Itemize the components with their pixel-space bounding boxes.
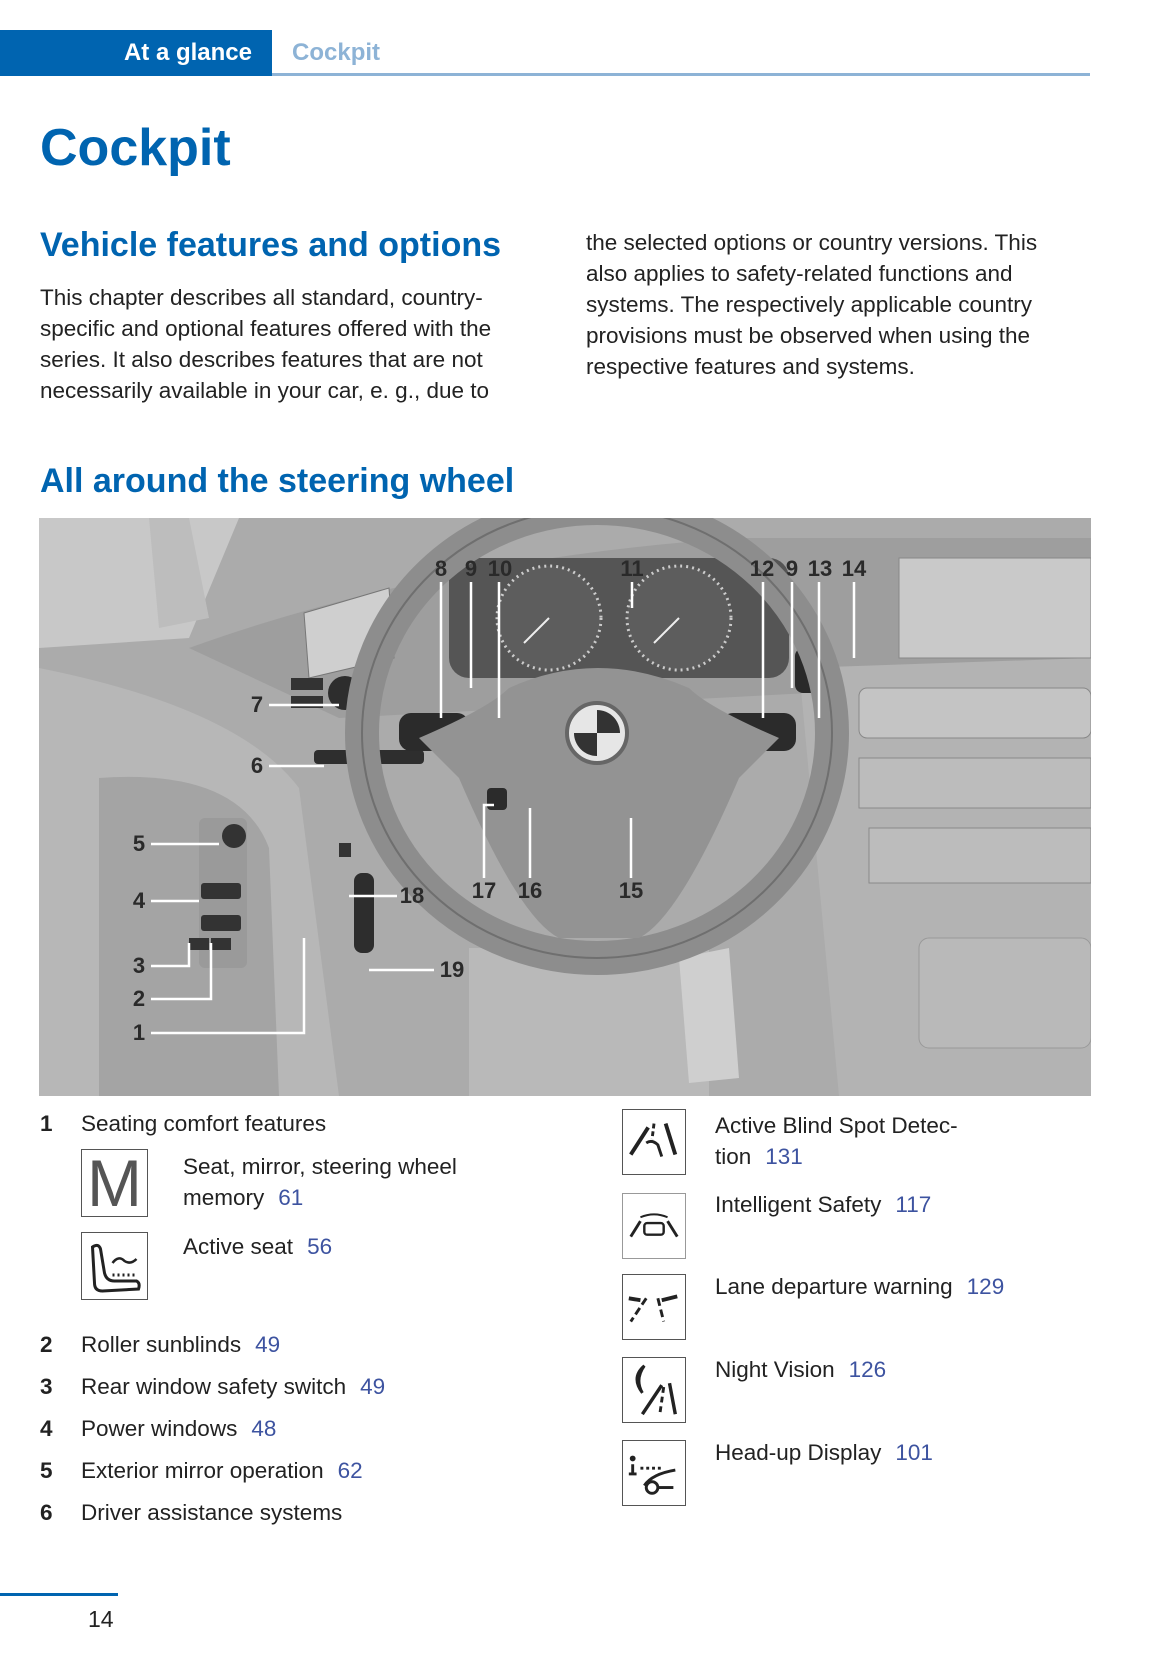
active-seat-icon <box>81 1232 148 1300</box>
vehicle-features-col2 <box>586 227 1106 382</box>
item-label: Roller sunblinds <box>81 1332 242 1357</box>
callout-5: 5 <box>132 831 146 856</box>
page-link[interactable]: 129 <box>966 1274 1005 1299</box>
steering-heading: All around the steering wheel <box>40 462 515 500</box>
item-number: 1 <box>40 1111 53 1136</box>
callout-9: 9 <box>464 556 478 581</box>
intelligent-safety-icon <box>622 1193 686 1259</box>
legend-night-vision <box>715 1357 886 1383</box>
item-label: Active Blind Spot Detec- <box>715 1113 958 1138</box>
chapter-tab[interactable]: Cockpit <box>292 39 381 66</box>
lane-departure-icon <box>622 1274 686 1340</box>
legend-lane-departure <box>715 1274 1004 1300</box>
callout-8: 8 <box>434 556 448 581</box>
callout-4: 4 <box>132 888 146 913</box>
legend-blind-spot <box>715 1110 958 1172</box>
callout-13: 13 <box>807 556 833 581</box>
legend-item <box>40 1493 385 1535</box>
callout-18: 18 <box>399 883 425 908</box>
legend-item <box>40 1451 385 1493</box>
callout-15: 15 <box>618 878 644 903</box>
text-line: respective features and systems. <box>586 354 915 379</box>
page-link[interactable]: 117 <box>895 1192 932 1217</box>
sub-item-label: Seat, mirror, steering wheel <box>183 1154 457 1179</box>
blind-spot-icon <box>622 1109 686 1175</box>
legend-item <box>40 1409 385 1451</box>
legend-item <box>40 1367 385 1409</box>
sub-item-active-seat <box>183 1234 332 1260</box>
cockpit-illustration <box>39 518 1091 1096</box>
sub-item-label: Active seat <box>183 1234 294 1259</box>
cockpit-drawing <box>39 518 1091 1096</box>
item-label: Power windows <box>81 1416 238 1441</box>
page-link[interactable]: 131 <box>765 1144 803 1169</box>
vehicle-features-heading: Vehicle features and options <box>40 226 502 264</box>
callout-9b: 9 <box>785 556 799 581</box>
callout-16: 16 <box>517 878 543 903</box>
item-number: 6 <box>40 1500 53 1525</box>
item-label: Head-up Display <box>715 1440 882 1465</box>
text-line: specific and optional features offered with the <box>40 316 492 341</box>
text-line: also applies to safety-related functions and <box>586 261 1013 286</box>
page-link[interactable]: 101 <box>895 1440 933 1465</box>
footer-rule <box>0 1593 118 1596</box>
page-link[interactable]: 49 <box>255 1332 281 1357</box>
item-label: tion <box>715 1144 752 1169</box>
text-line: series. It also describes features that are not <box>40 347 483 372</box>
page-number: 14 <box>88 1606 114 1632</box>
item-label: Night Vision <box>715 1357 835 1382</box>
page-title: Cockpit <box>40 119 231 177</box>
item-label: Intelligent Safety <box>715 1192 882 1217</box>
header-rule <box>272 73 1090 76</box>
callout-19: 19 <box>439 957 465 982</box>
callout-17: 17 <box>471 878 497 903</box>
item-number: 3 <box>40 1374 53 1399</box>
item-number: 2 <box>40 1332 53 1357</box>
text-line: provisions must be observed when using the <box>586 323 1031 348</box>
memory-m-icon <box>81 1146 148 1220</box>
legend-head-up-display <box>715 1440 933 1466</box>
section-tab[interactable]: At a glance <box>0 30 272 76</box>
text-line: necessarily available in your car, e. g., due to <box>40 378 490 403</box>
callout-3: 3 <box>132 953 146 978</box>
vehicle-features-col1 <box>40 282 560 406</box>
item-label: Seating comfort features <box>81 1111 327 1136</box>
text-line: This chapter describes all standard, country- <box>40 285 483 310</box>
callout-12: 12 <box>749 556 775 581</box>
callout-10: 10 <box>487 556 513 581</box>
callout-1: 1 <box>132 1020 146 1045</box>
page-link[interactable]: 56 <box>307 1234 333 1259</box>
item-label: Lane departure warning <box>715 1274 953 1299</box>
legend-item <box>40 1325 385 1367</box>
item-number: 5 <box>40 1458 53 1483</box>
legend-list <box>40 1325 385 1535</box>
night-vision-icon <box>622 1357 686 1423</box>
item-number: 4 <box>40 1416 53 1441</box>
page-link[interactable]: 61 <box>278 1185 304 1210</box>
sub-item-memory <box>183 1151 457 1213</box>
callout-2: 2 <box>132 986 146 1011</box>
memory-m-letter: M <box>87 1146 142 1220</box>
item-label: Driver assistance systems <box>81 1500 343 1525</box>
callout-7: 7 <box>250 692 264 717</box>
callout-6: 6 <box>250 753 264 778</box>
item-label: Rear window safety switch <box>81 1374 347 1399</box>
callout-14: 14 <box>841 556 867 581</box>
page-link[interactable]: 62 <box>337 1458 363 1483</box>
legend-intelligent-safety <box>715 1192 931 1218</box>
callout-11: 11 <box>620 556 644 581</box>
item-label: Exterior mirror operation <box>81 1458 324 1483</box>
text-line: the selected options or country versions. This <box>586 230 1038 255</box>
sub-item-label: memory <box>183 1185 265 1210</box>
head-up-display-icon <box>622 1440 686 1506</box>
page-link[interactable]: 48 <box>251 1416 277 1441</box>
page-link[interactable]: 126 <box>848 1357 887 1382</box>
page-link[interactable]: 49 <box>360 1374 386 1399</box>
text-line: systems. The respectively applicable country <box>586 292 1033 317</box>
